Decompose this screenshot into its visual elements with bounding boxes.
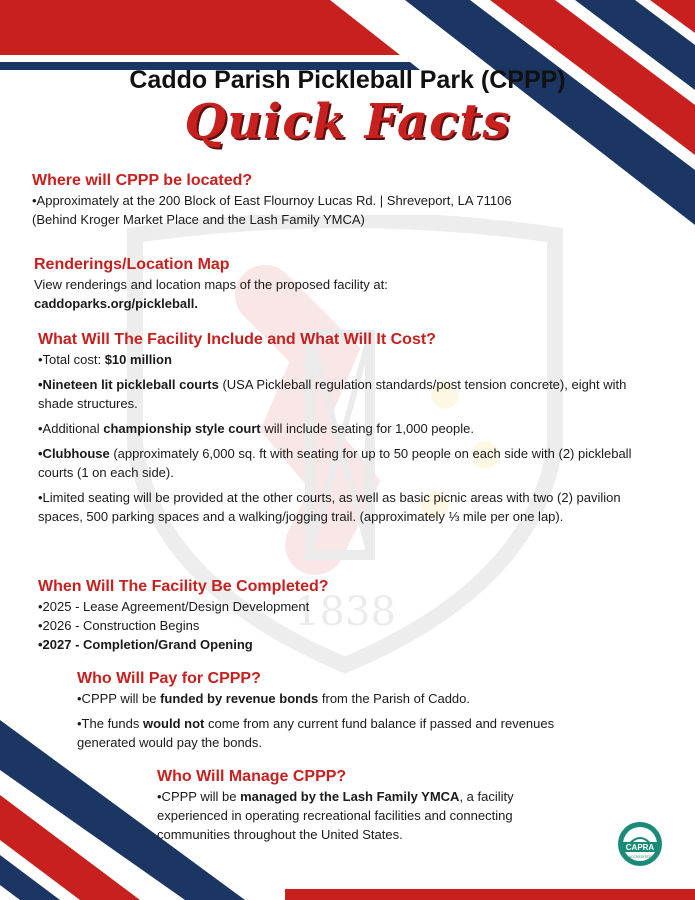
management-text xyxy=(157,787,567,844)
champ-bold: championship style court xyxy=(103,421,261,436)
management-heading: Who Will Manage CPPP? xyxy=(157,768,347,785)
timeline-item-2025: •2025 - Lease Agreement/Design Development xyxy=(38,599,310,614)
renderings-text: View renderings and location maps of the proposed facility at: xyxy=(34,277,388,292)
capra-accredited-badge xyxy=(617,821,663,867)
page-subtitle: Quick Facts xyxy=(184,94,511,150)
location-address: •Approximately at the 200 Block of East Flournoy Lucas Rd. | Shreveport, LA 71106 xyxy=(32,193,512,208)
club-text: (approximately 6,000 sq. ft with seating for up to 50 people on each side with (2) pickleball courts (1 on each side). xyxy=(38,446,632,480)
page-title: Caddo Parish Pickleball Park (CPPP) xyxy=(129,66,566,94)
location-section xyxy=(32,172,652,229)
location-heading: Where will CPPP be located? xyxy=(32,172,253,189)
capra-label: CAPRA xyxy=(625,843,655,852)
cost-value: $10 million xyxy=(104,352,172,367)
courts-bold: •Nineteen lit pickleball courts xyxy=(38,377,219,392)
champ-prefix: •Additional xyxy=(38,421,104,436)
courts-text: (USA Pickleball regulation standards/post tension concrete), eight with shade structures. xyxy=(38,377,627,411)
management-bold: managed by the Lash Family YMCA xyxy=(240,789,460,804)
renderings-link[interactable]: caddoparks.org/pickleball. xyxy=(34,296,198,311)
funding-l2-bold: would not xyxy=(142,716,205,731)
facility-heading: What Will The Facility Include and What Will It Cost? xyxy=(38,331,436,348)
facility-cost xyxy=(38,350,660,369)
facility-seating: •Limited seating will be provided at the other courts, as well as basic picnic areas with two (2) pavilion spaces, 500 parking spaces and a walking/jogging trail. (approximately ⅓ mile per one lap). xyxy=(38,490,621,524)
facility-courts xyxy=(38,375,660,413)
timeline-section xyxy=(38,578,638,654)
funding-l1-bold: funded by revenue bonds xyxy=(160,691,319,706)
facility-section xyxy=(38,331,660,526)
funding-l1-text: from the Parish of Caddo. xyxy=(318,691,471,706)
club-bold: •Clubhouse xyxy=(38,446,110,461)
funding-l2-text: come from any current fund balance if passed and revenues generated would pay the bonds. xyxy=(77,716,555,750)
location-landmark: (Behind Kroger Market Place and the Lash Family YMCA) xyxy=(32,212,365,227)
funding-heading: Who Will Pay for CPPP? xyxy=(77,670,261,687)
funding-bonds xyxy=(77,689,597,708)
management-prefix: •CPPP will be xyxy=(157,789,241,804)
funding-l1-prefix: •CPPP will be xyxy=(77,691,161,706)
cost-label: •Total cost: xyxy=(38,352,105,367)
timeline-heading: When Will The Facility Be Completed? xyxy=(38,578,329,595)
capra-sublabel: ACCREDITED xyxy=(628,855,652,859)
funding-section xyxy=(77,670,597,752)
renderings-heading: Renderings/Location Map xyxy=(34,256,230,273)
renderings-section xyxy=(34,256,654,313)
funding-balance xyxy=(77,714,597,752)
management-section xyxy=(157,768,567,844)
funding-l2-prefix: •The funds xyxy=(77,716,143,731)
timeline-item-2027: •2027 - Completion/Grand Opening xyxy=(38,637,253,652)
facility-championship xyxy=(38,419,660,438)
timeline-item-2026: •2026 - Construction Begins xyxy=(38,618,200,633)
management-rest: , a facility experienced in operating recreational facilities and connecting communities throughout the United States. xyxy=(157,789,514,842)
champ-text: will include seating for 1,000 people. xyxy=(260,421,474,436)
seal-year: 1838 xyxy=(294,589,396,635)
facility-clubhouse xyxy=(38,444,660,482)
